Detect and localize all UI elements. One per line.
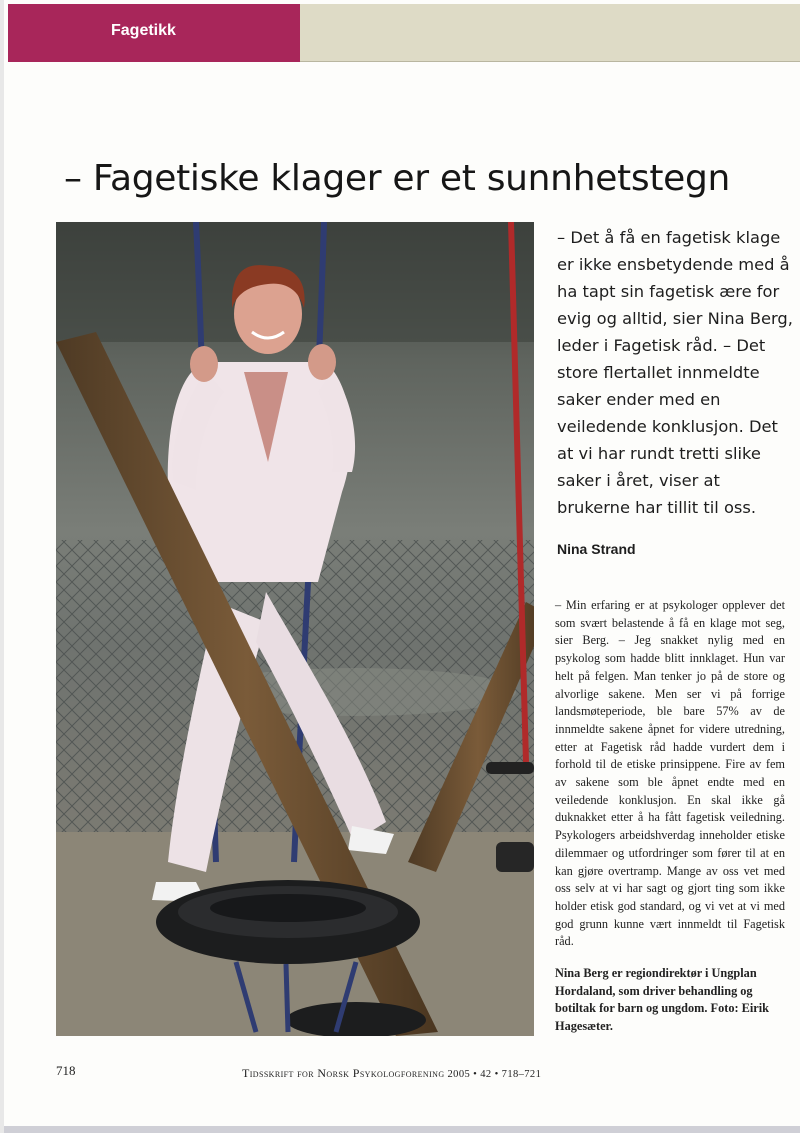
author-byline: Nina Strand xyxy=(557,541,636,557)
page-bottom-edge xyxy=(4,1126,800,1133)
photo-caption: Nina Berg er regiondirektør i Ungplan Hordaland, som driver behandling og botiltak for barn og ungdom. Foto: Eirik Hagesæter. xyxy=(555,966,769,1033)
journal-footer xyxy=(242,1066,541,1081)
article-headline: – Fagetiske klager er et sunnhetstegn xyxy=(64,158,731,199)
article-body: – Min erfaring er at psykologer opplever det som svært belastende å få en klage mot seg, sier Berg. – Jeg snakket nylig med en psykolog som hadde blitt innklaget. Hun var helt på felgen. Man tenker jo på de store og alvorlige sakene. Men ser vi på forrige landsmøteperiode, ble bare 57% av de innmeldte sakene åpnet for videre utredning, etter at Fagetisk råd hadde vurdert dem i forhold til de etiske prinsippene. Fire av fem av sakene som ble åpnet endte med en veiledende konklusjon. En skal ikke gå duknakket etter å ha fått fagetisk veiledning. Psykologers arbeidshverdag inneholder etiske dilemmaer og utfordringer som fører til at en kan gjøre overtramp. Mange av oss vet med oss selv at vi har sagt og gjort ting som ikke holder etisk god standard, og vi vet at vi med god grunn kunne vært innmeldt til Fagetisk råd. xyxy=(555,598,785,949)
journal-name: Tidsskrift for Norsk Psykologforening xyxy=(242,1066,445,1080)
page-number: 718 xyxy=(56,1063,76,1078)
section-tab xyxy=(8,4,300,62)
playground-swing-photo xyxy=(56,222,534,1036)
article-photo xyxy=(56,222,534,1036)
section-label: Fagetikk xyxy=(111,22,176,39)
article-lead: – Det å få en fagetisk klage er ikke ensbetydende med å ha tapt sin fagetisk ære for evig og alltid, sier Nina Berg, leder i Fagetisk råd. – Det store flertallet innmeldte saker ender med en veiledende konklusjon. Det at vi har rundt tretti slike saker i året, viser at brukerne har tillit til oss. xyxy=(557,228,793,517)
journal-citation: 2005 • 42 • 718–721 xyxy=(447,1069,542,1080)
